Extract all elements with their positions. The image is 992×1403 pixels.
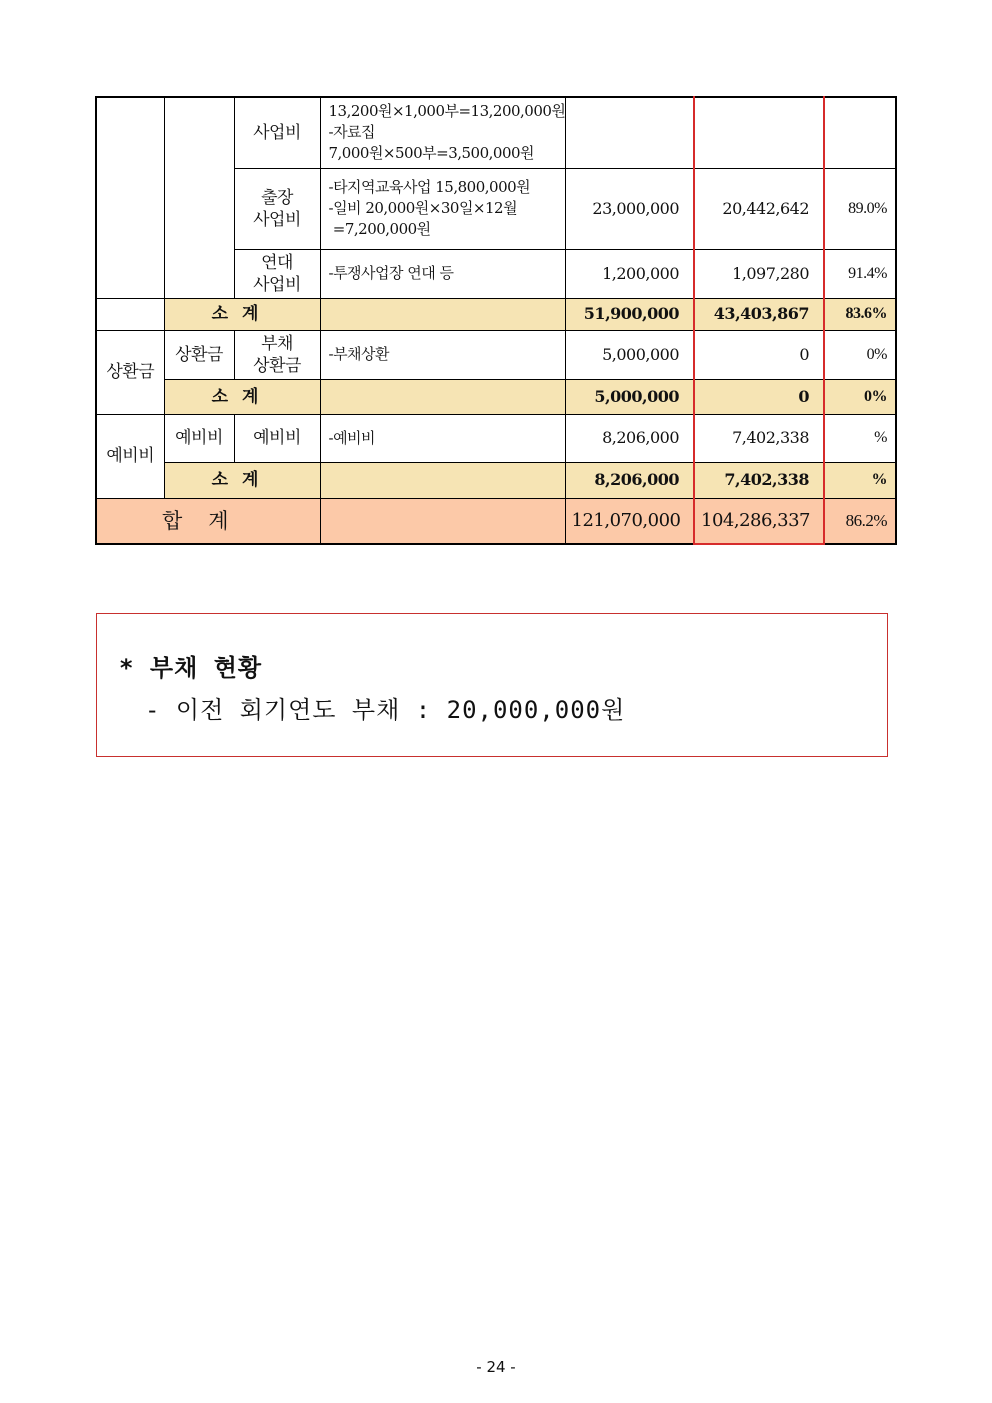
detail-cell-empty <box>320 462 565 498</box>
item-name: 사업비 <box>234 97 320 168</box>
subcategory-cell-empty <box>164 97 234 298</box>
rate-value: % <box>824 414 896 462</box>
item-detail <box>320 168 565 249</box>
item-name-line: 부채 <box>261 333 293 354</box>
item-name: 예비비 <box>234 414 320 462</box>
rate-value: 91.4% <box>824 249 896 298</box>
budget-value: 8,206,000 <box>565 462 694 498</box>
rate-value: 83.6% <box>824 298 896 330</box>
item-name <box>234 330 320 379</box>
detail-line: -일비 20,000원×30일×12월 <box>328 199 518 217</box>
category-label: 상환금 <box>96 330 164 414</box>
actual-value: 0 <box>694 379 824 414</box>
category-cell-empty <box>96 97 164 298</box>
subtotal-label: 소계 <box>164 462 320 498</box>
budget-value: 51,900,000 <box>565 298 694 330</box>
debt-line: - 이전 회기연도 부채 : 20,000,000원 <box>145 696 626 724</box>
detail-cell-empty <box>320 298 565 330</box>
subtotal-label: 소계 <box>164 379 320 414</box>
item-detail: -투쟁사업장 연대 등 <box>320 249 565 298</box>
actual-value: 20,442,642 <box>694 168 824 249</box>
subcategory-label: 상환금 <box>164 330 234 379</box>
item-name-line: 상환금 <box>253 355 301 376</box>
table-row <box>96 414 896 462</box>
item-name <box>234 249 320 298</box>
subcategory-label: 예비비 <box>164 414 234 462</box>
rate-value: 0% <box>824 379 896 414</box>
subtotal-row <box>96 298 896 330</box>
detail-line: =7,200,000원 <box>328 220 431 238</box>
actual-cell-empty <box>694 97 824 168</box>
detail-line: 7,000원×500부=3,500,000원 <box>328 144 535 163</box>
detail-line: 13,200원×1,000부=13,200,000원 <box>328 102 566 121</box>
budget-value: 1,200,000 <box>565 249 694 298</box>
item-name-line: 사업비 <box>253 274 301 295</box>
detail-cell-empty <box>320 379 565 414</box>
rate-value: % <box>824 462 896 498</box>
item-detail: -예비비 <box>320 414 565 462</box>
budget-value: 5,000,000 <box>565 330 694 379</box>
actual-value: 7,402,338 <box>694 462 824 498</box>
detail-line: -타지역교육사업 15,800,000원 <box>328 178 531 196</box>
item-detail <box>320 97 565 168</box>
page-number: - 24 - <box>476 1358 516 1376</box>
item-name-line: 사업비 <box>253 209 301 230</box>
budget-cell-empty <box>565 97 694 168</box>
grand-total-label: 합계 <box>96 498 320 544</box>
debt-title: * 부채 현황 <box>119 654 263 682</box>
rate-value: 86.2% <box>824 498 896 544</box>
subtotal-label: 소계 <box>164 298 320 330</box>
subtotal-row <box>96 462 896 498</box>
category-cell-empty <box>96 298 164 330</box>
item-name-line: 연대 <box>261 252 293 273</box>
detail-cell-empty <box>320 498 565 544</box>
item-detail: -부채상환 <box>320 330 565 379</box>
item-name-line: 출장 <box>261 187 293 208</box>
table-row <box>96 97 896 168</box>
budget-value: 8,206,000 <box>565 414 694 462</box>
table-row <box>96 330 896 379</box>
actual-value: 1,097,280 <box>694 249 824 298</box>
budget-value: 5,000,000 <box>565 379 694 414</box>
detail-line: -자료집 <box>328 123 376 142</box>
actual-value: 43,403,867 <box>694 298 824 330</box>
budget-table <box>95 96 897 545</box>
grand-total-row <box>96 498 896 544</box>
category-label: 예비비 <box>96 414 164 498</box>
actual-value: 0 <box>694 330 824 379</box>
debt-status-box <box>96 613 888 757</box>
budget-value: 23,000,000 <box>565 168 694 249</box>
rate-value: 89.0% <box>824 168 896 249</box>
subtotal-row <box>96 379 896 414</box>
item-name <box>234 168 320 249</box>
actual-value: 104,286,337 <box>694 498 824 544</box>
budget-value: 121,070,000 <box>565 498 694 544</box>
actual-value: 7,402,338 <box>694 414 824 462</box>
rate-value: 0% <box>824 330 896 379</box>
rate-cell-empty <box>824 97 896 168</box>
